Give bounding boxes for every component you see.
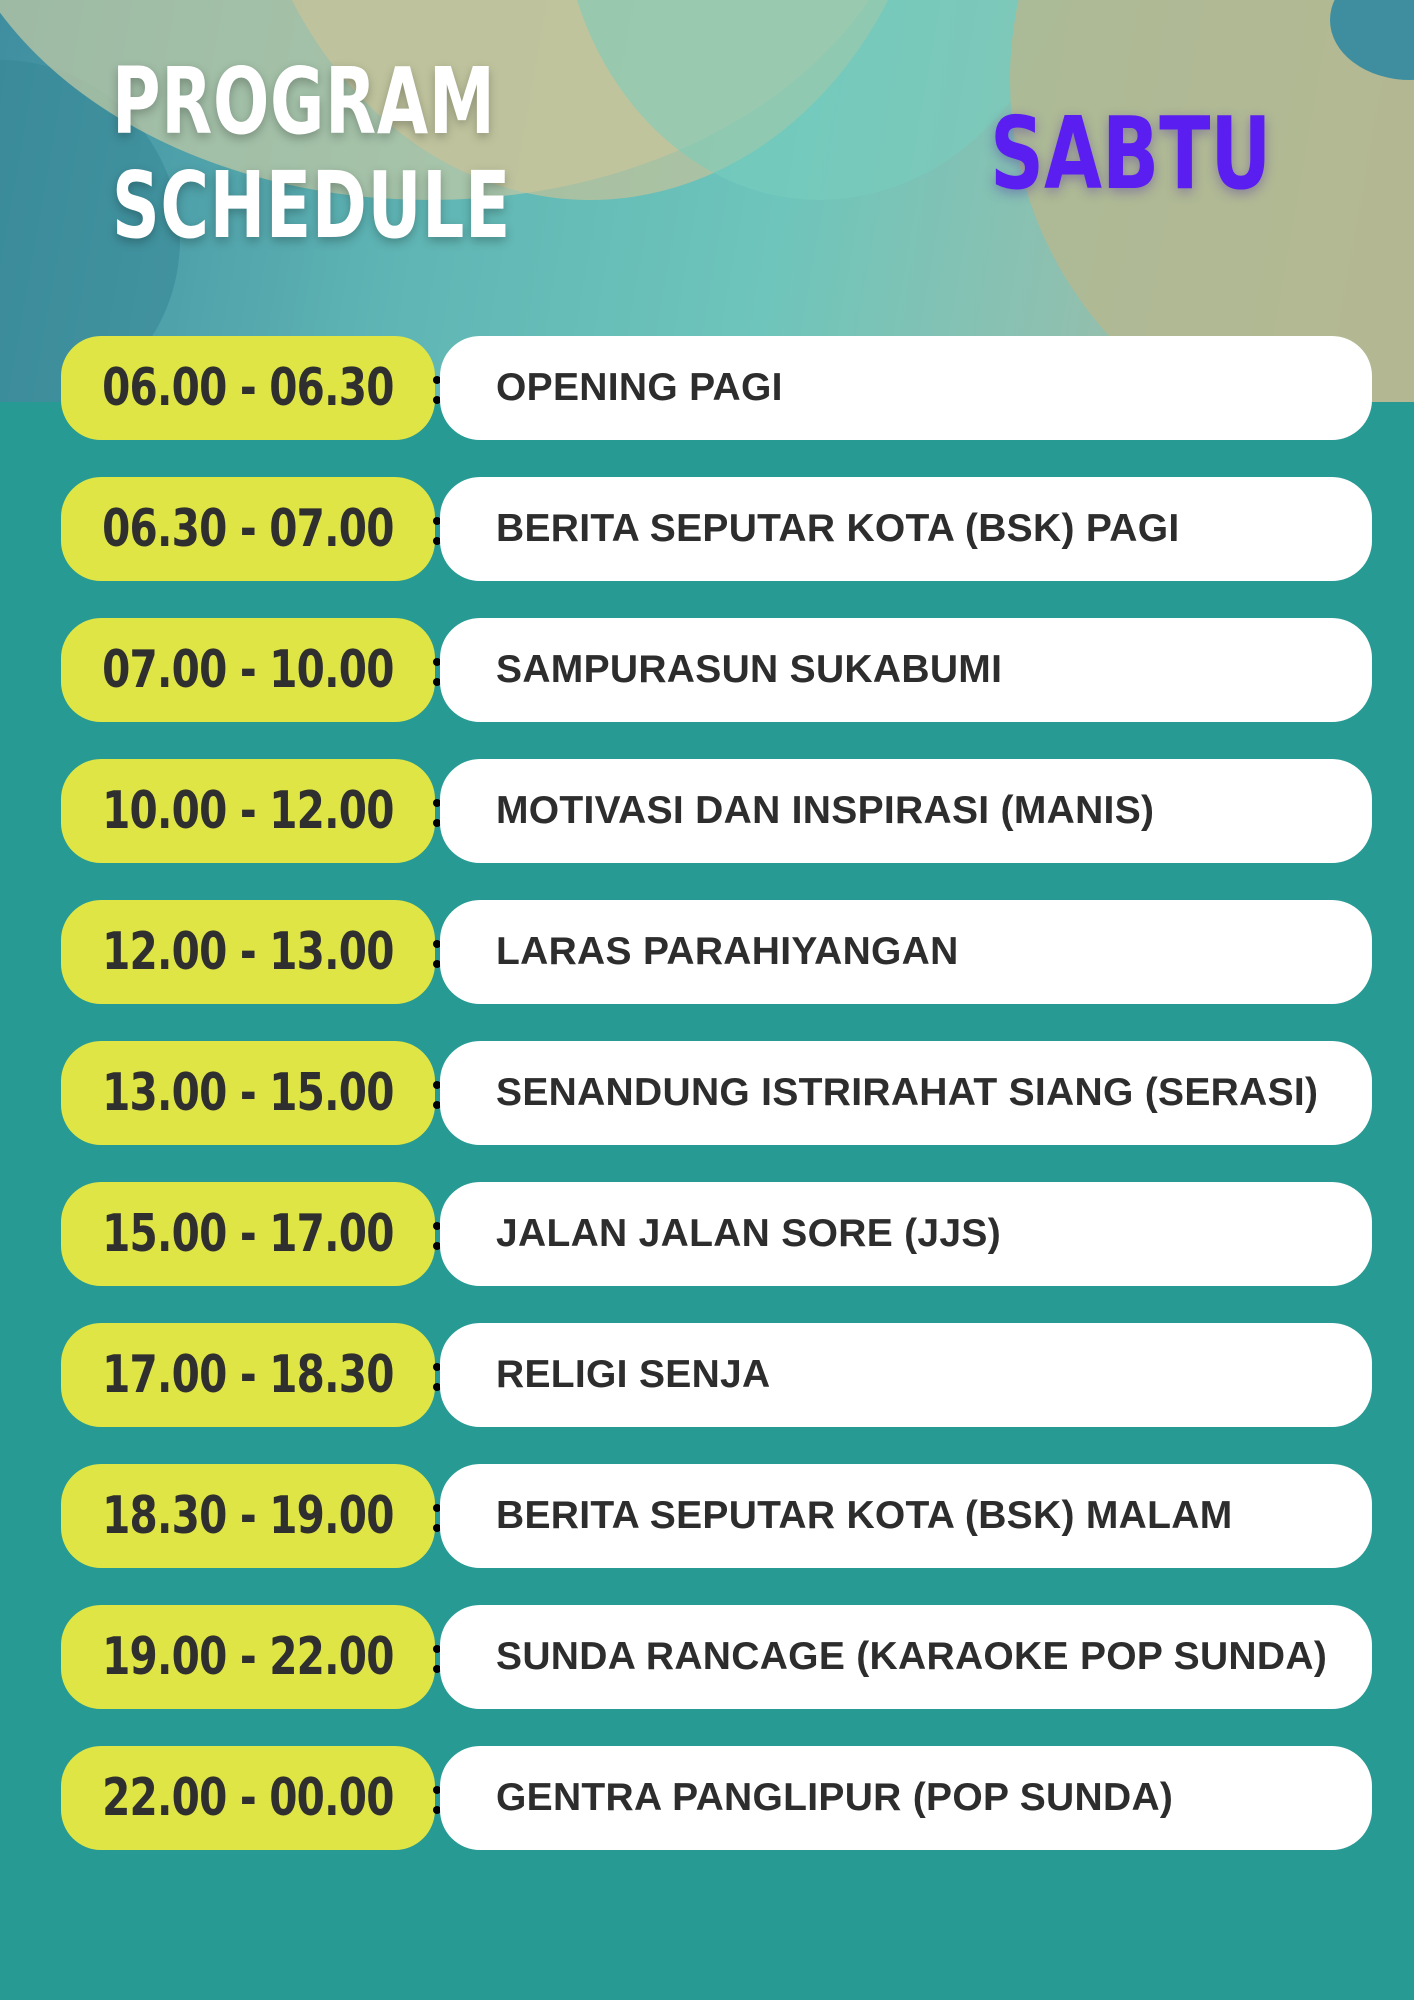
program-name: SUNDA RANCAGE (KARAOKE POP SUNDA) <box>440 1605 1372 1709</box>
schedule-row <box>61 1464 1372 1568</box>
program-name: MOTIVASI DAN INSPIRASI (MANIS) <box>440 759 1372 863</box>
time-slot-label: 22.00 - 00.00 <box>102 1768 394 1828</box>
schedule-row <box>61 759 1372 863</box>
time-slot-label: 12.00 - 13.00 <box>102 922 394 982</box>
time-slot <box>61 1323 435 1427</box>
time-slot <box>61 1746 435 1850</box>
time-slot-label: 17.00 - 18.30 <box>102 1345 394 1405</box>
time-slot-label: 06.00 - 06.30 <box>102 358 394 418</box>
time-slot-label: 10.00 - 12.00 <box>102 781 394 841</box>
day-label: SABTU <box>990 95 1272 212</box>
time-slot <box>61 759 435 863</box>
time-slot <box>61 336 435 440</box>
time-slot <box>61 1464 435 1568</box>
time-slot <box>61 477 435 581</box>
program-name: RELIGI SENJA <box>440 1323 1372 1427</box>
program-name: SENANDUNG ISTRIRAHAT SIANG (SERASI) <box>440 1041 1372 1145</box>
time-slot <box>61 618 435 722</box>
time-slot <box>61 900 435 1004</box>
schedule-row <box>61 1041 1372 1145</box>
time-slot <box>61 1605 435 1709</box>
title-line-1: PROGRAM <box>112 48 496 155</box>
program-name: SAMPURASUN SUKABUMI <box>440 618 1372 722</box>
title-line-2: SCHEDULE <box>112 152 512 259</box>
schedule-row <box>61 1746 1372 1850</box>
schedule-row <box>61 336 1372 440</box>
time-slot-label: 13.00 - 15.00 <box>102 1063 394 1123</box>
program-name: BERITA SEPUTAR KOTA (BSK) PAGI <box>440 477 1372 581</box>
program-name: LARAS PARAHIYANGAN <box>440 900 1372 1004</box>
time-slot <box>61 1041 435 1145</box>
time-slot-label: 19.00 - 22.00 <box>102 1627 394 1687</box>
page-title <box>112 50 511 258</box>
time-slot-label: 18.30 - 19.00 <box>102 1486 394 1546</box>
schedule-row <box>61 477 1372 581</box>
time-slot-label: 15.00 - 17.00 <box>102 1204 394 1264</box>
time-slot-label: 07.00 - 10.00 <box>102 640 394 700</box>
schedule-list <box>61 336 1372 1887</box>
time-slot-label: 06.30 - 07.00 <box>102 499 394 559</box>
schedule-row <box>61 900 1372 1004</box>
schedule-row <box>61 1182 1372 1286</box>
schedule-row <box>61 1605 1372 1709</box>
program-name: OPENING PAGI <box>440 336 1372 440</box>
time-slot <box>61 1182 435 1286</box>
schedule-row <box>61 1323 1372 1427</box>
program-name: BERITA SEPUTAR KOTA (BSK) MALAM <box>440 1464 1372 1568</box>
program-name: GENTRA PANGLIPUR (POP SUNDA) <box>440 1746 1372 1850</box>
schedule-row <box>61 618 1372 722</box>
program-name: JALAN JALAN SORE (JJS) <box>440 1182 1372 1286</box>
